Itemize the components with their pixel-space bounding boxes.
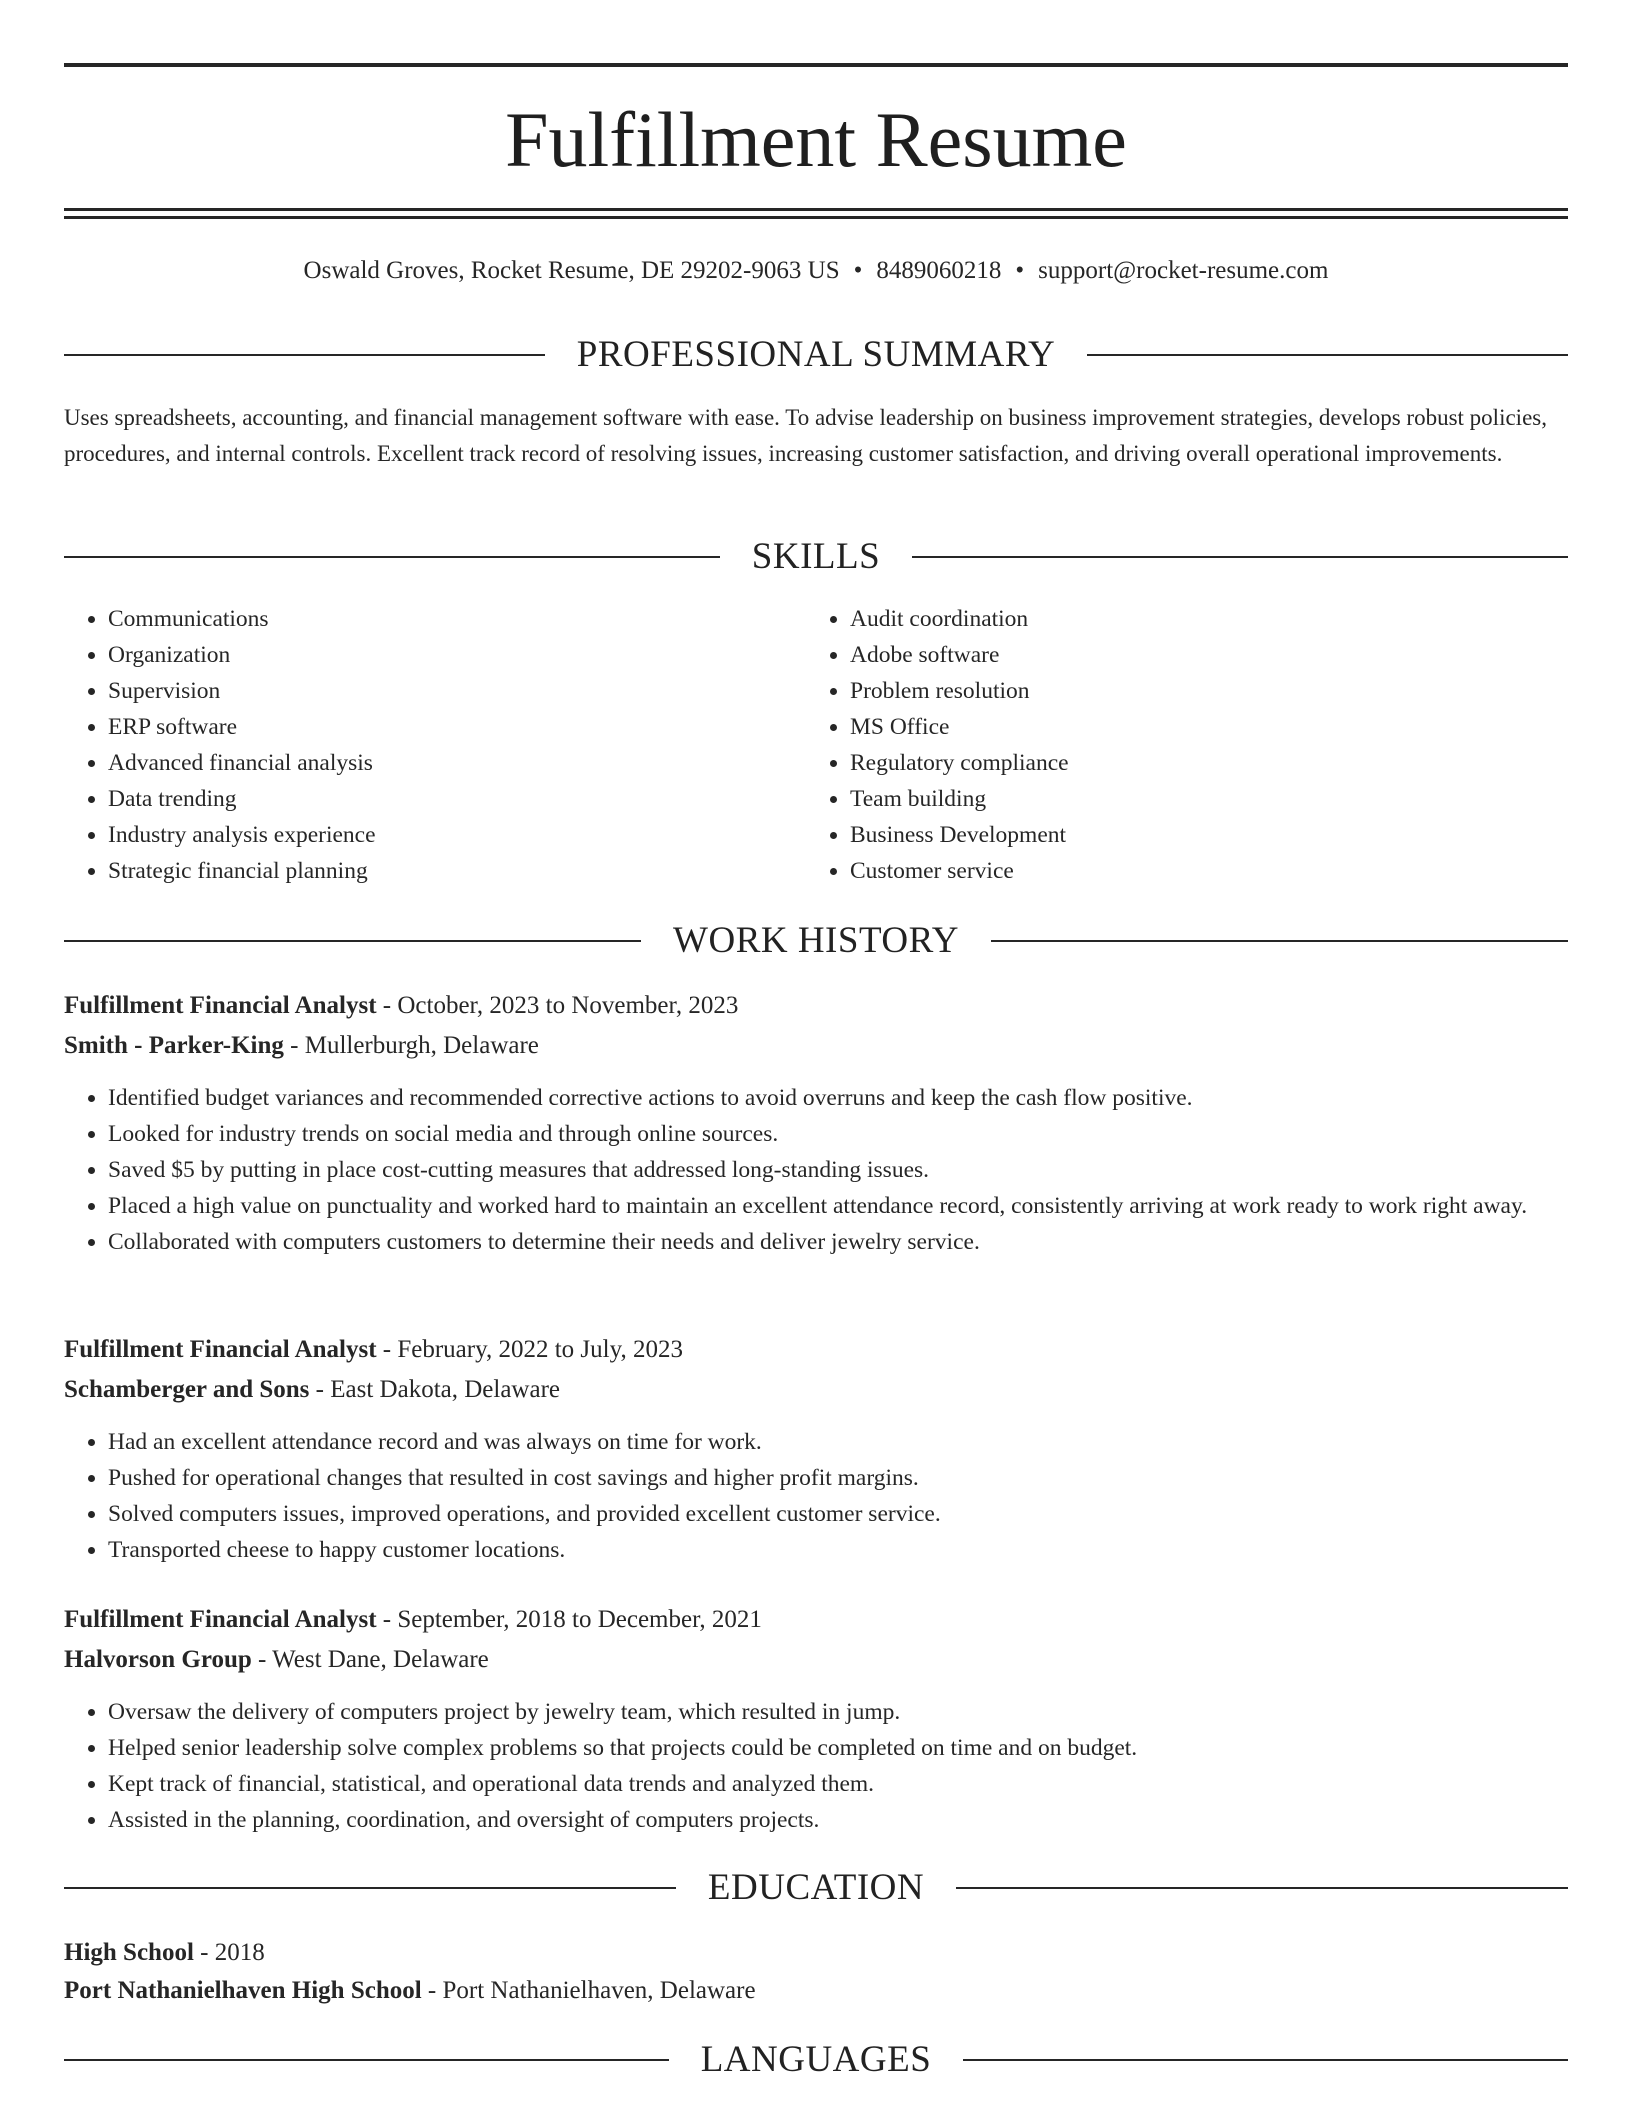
section-rule <box>64 556 720 558</box>
job-dates: - September, 2018 to December, 2021 <box>376 1606 762 1633</box>
contact-separator: • <box>853 257 863 284</box>
job-bullet: • Looked for industry trends on social media and through online sources. <box>108 1116 1568 1152</box>
job-company: Halvorson Group <box>64 1646 252 1673</box>
job-bullet: • Had an excellent attendance record and was always on time for work. <box>108 1424 1568 1460</box>
skill-item: • Industry analysis experience <box>108 817 764 853</box>
job-title: Fulfillment Financial Analyst <box>64 1606 377 1633</box>
job-bullets <box>64 1424 1568 1568</box>
education-school: Port Nathanielhaven High School <box>64 1977 422 2004</box>
education-degree: High School <box>64 1939 194 1966</box>
skill-item: • Organization <box>108 637 764 673</box>
section-title: LANGUAGES <box>700 2039 932 2080</box>
resume-title: Fulfillment Resume <box>505 96 1127 183</box>
job-company-line <box>64 1640 1568 1680</box>
header-double-rule-top <box>64 208 1568 211</box>
section-rule <box>956 1887 1568 1889</box>
section-rule <box>991 940 1568 942</box>
job-bullet-list <box>64 1424 1568 1568</box>
section-header-languages <box>64 2040 1568 2080</box>
header-double-rule-bottom <box>64 216 1568 219</box>
education-school-line <box>64 1971 1568 2011</box>
contact-address: Oswald Groves, Rocket Resume, DE 29202-9063 US <box>303 257 840 284</box>
job-company-line <box>64 1370 1568 1410</box>
header-top-rule <box>64 63 1568 67</box>
job-bullet: • Helped senior leadership solve complex problems so that projects could be completed on time and on budget. <box>108 1730 1568 1766</box>
contact-email[interactable]: support@rocket-resume.com <box>1038 257 1329 284</box>
section-header-skills <box>64 537 1568 577</box>
contact-separator: • <box>1015 257 1025 284</box>
section-rule <box>64 2059 669 2061</box>
education-location: - Port Nathanielhaven, Delaware <box>421 1977 756 2004</box>
section-rule <box>912 556 1568 558</box>
job-bullet: • Collaborated with computers customers to determine their needs and deliver jewelry service. <box>108 1224 1568 1260</box>
skill-item: • MS Office <box>850 709 1506 745</box>
skill-item: • Strategic financial planning <box>108 853 764 889</box>
section-header-summary <box>64 335 1568 375</box>
section-rule <box>963 2059 1568 2061</box>
section-rule <box>64 1887 676 1889</box>
skill-item: • Customer service <box>850 853 1506 889</box>
job-location: - West Dane, Delaware <box>251 1646 489 1673</box>
job-dates: - October, 2023 to November, 2023 <box>376 992 739 1019</box>
section-rule <box>1087 354 1568 356</box>
job-location: - Mullerburgh, Delaware <box>283 1032 539 1059</box>
section-header-education <box>64 1868 1568 1908</box>
education-degree-line <box>64 1933 1568 1973</box>
skills-list-right <box>806 601 1506 889</box>
skill-item: • Data trending <box>108 781 764 817</box>
skill-item: • Problem resolution <box>850 673 1506 709</box>
skill-item: • Audit coordination <box>850 601 1506 637</box>
job-bullet: • Assisted in the planning, coordination, and oversight of computers projects. <box>108 1802 1568 1838</box>
skills-column-right <box>806 601 1506 889</box>
job-bullet: • Oversaw the delivery of computers project by jewelry team, which resulted in jump. <box>108 1694 1568 1730</box>
job-company: Smith - Parker-King <box>64 1032 284 1059</box>
job-title-line <box>64 986 1568 1026</box>
section-title: EDUCATION <box>707 1867 925 1908</box>
job-bullets <box>64 1080 1568 1260</box>
job-bullet: • Pushed for operational changes that resulted in cost savings and higher profit margins. <box>108 1460 1568 1496</box>
job-location: - East Dakota, Delaware <box>309 1376 560 1403</box>
job-bullet-list <box>64 1694 1568 1838</box>
contact-line <box>64 254 1568 288</box>
job-dates: - February, 2022 to July, 2023 <box>376 1336 683 1363</box>
section-title: PROFESSIONAL SUMMARY <box>576 334 1056 375</box>
job-title-line <box>64 1600 1568 1640</box>
summary-text: Uses spreadsheets, accounting, and financial management software with ease. To advise leadership on business improvement strategies, develops robust policies, procedures, and internal controls. Excellent track record of resolving issues, increasing customer satisfaction, and driving overall operational improvements. <box>64 405 1547 466</box>
section-title: WORK HISTORY <box>673 920 959 961</box>
skill-item: • Supervision <box>108 673 764 709</box>
skill-item: • Adobe software <box>850 637 1506 673</box>
section-header-work-history <box>64 921 1568 961</box>
job-title: Fulfillment Financial Analyst <box>64 992 377 1019</box>
education-year: - 2018 <box>193 1939 265 1966</box>
job-bullet: • Placed a high value on punctuality and worked hard to maintain an excellent attendance record, consistently arriving at work ready to work right away. <box>108 1188 1568 1224</box>
contact-phone: 8489060218 <box>876 257 1002 284</box>
skills-column-left <box>64 601 764 889</box>
job-bullets <box>64 1694 1568 1838</box>
job-company: Schamberger and Sons <box>64 1376 310 1403</box>
skill-item: • ERP software <box>108 709 764 745</box>
skill-item: • Regulatory compliance <box>850 745 1506 781</box>
skill-item: • Team building <box>850 781 1506 817</box>
job-bullet: • Kept track of financial, statistical, and operational data trends and analyzed them. <box>108 1766 1568 1802</box>
section-rule <box>64 940 641 942</box>
skills-list-left <box>64 601 764 889</box>
job-bullet: • Saved $5 by putting in place cost-cutting measures that addressed long-standing issues. <box>108 1152 1568 1188</box>
section-rule <box>64 354 545 356</box>
skill-item: • Advanced financial analysis <box>108 745 764 781</box>
section-title: SKILLS <box>751 536 881 577</box>
job-title: Fulfillment Financial Analyst <box>64 1336 377 1363</box>
job-bullet-list <box>64 1080 1568 1260</box>
skill-item: • Business Development <box>850 817 1506 853</box>
skill-item: • Communications <box>108 601 764 637</box>
job-bullet: • Identified budget variances and recommended corrective actions to avoid overruns and keep the cash flow positive. <box>108 1080 1568 1116</box>
job-bullet: • Transported cheese to happy customer locations. <box>108 1532 1568 1568</box>
job-title-line <box>64 1330 1568 1370</box>
job-company-line <box>64 1026 1568 1066</box>
job-bullet: • Solved computers issues, improved operations, and provided excellent customer service. <box>108 1496 1568 1532</box>
